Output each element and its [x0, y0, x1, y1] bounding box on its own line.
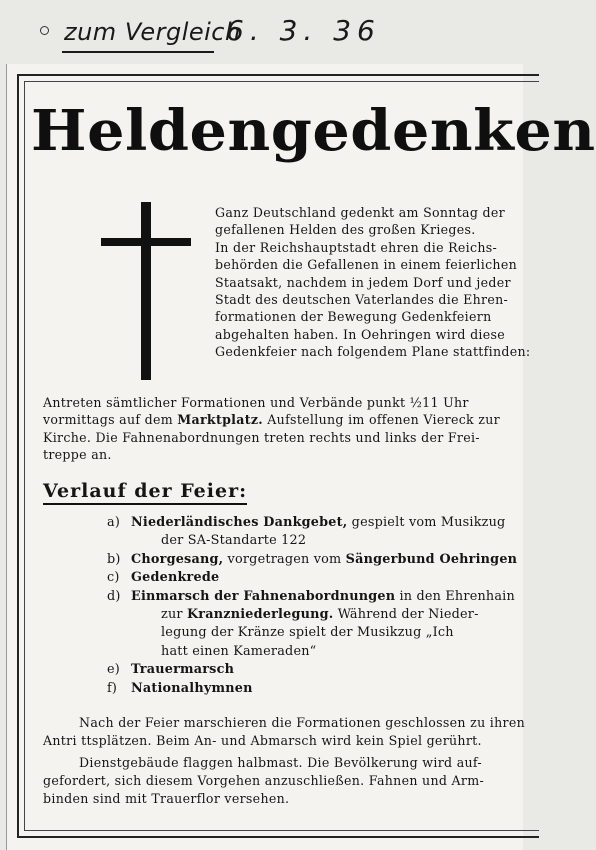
item-label: a) [107, 515, 121, 530]
program-item-c [107, 569, 517, 587]
item-title: Nationalhymnen [131, 680, 253, 696]
item-label: d) [107, 588, 121, 604]
assembly-line: treppe an. [43, 447, 112, 463]
item-text: zur [161, 607, 187, 623]
assembly-line: Kirche. Die Fahnenabordnungen treten rechts und links der Frei- [43, 429, 480, 445]
closing-line: Dienstgebäude flaggen halbmast. Die Bevölkerung wird auf- [79, 755, 482, 770]
closing-line: binden sind mit Trauerflor versehen. [43, 791, 290, 806]
article-headline: Heldengedenken [31, 98, 596, 164]
closing-paragraph [43, 754, 515, 808]
intro-line: Gedenkfeier nach folgendem Plane stattfinden: [215, 344, 531, 360]
item-title: Trauermarsch [131, 662, 235, 678]
intro-paragraph [215, 204, 531, 361]
item-text: Während der Nieder- [333, 607, 479, 623]
program-heading: Verlauf der Feier: [43, 480, 247, 505]
item-label: c) [107, 570, 120, 586]
item-label: b) [107, 551, 121, 567]
item-title: Chorgesang, [131, 551, 224, 567]
closing-paragraphs [43, 714, 526, 812]
intro-line: behörden die Gefallenen in einem feierlichen [215, 257, 518, 273]
handnote-underline [62, 51, 214, 53]
assembly-text: vormittags auf dem [43, 412, 178, 428]
item-title: Einmarsch der Fahnenabordnungen [131, 588, 396, 604]
program-list [107, 514, 517, 698]
handwritten-note [40, 12, 400, 52]
closing-line: Nach der Feier marschieren die Formationen geschlossen zu ihren [79, 715, 526, 730]
program-item-a [107, 514, 517, 551]
program-item-e [107, 661, 517, 679]
intro-line: Ganz Deutschland gedenkt am Sonntag der [215, 205, 505, 220]
program-item-d [107, 588, 517, 662]
cross-icon-bar [101, 238, 191, 246]
item-text: in den Ehrenhain [395, 588, 515, 604]
intro-line: abgehalten haben. In Oehringen wird diese [215, 326, 506, 342]
item-title: Kranzniederlegung. [186, 607, 334, 623]
cross-icon [141, 202, 151, 380]
item-label: e) [107, 662, 120, 678]
intro-line: In der Reichshauptstadt ehren die Reichs- [215, 239, 498, 255]
item-text: der SA-Standarte 122 [161, 533, 307, 549]
handnote-date: 6. 3. 36 [226, 14, 381, 47]
closing-line: Antri ttsplätzen. Beim An- und Abmarsch wird kein Spiel gerührt. [43, 733, 482, 748]
assembly-line [43, 411, 515, 428]
item-text: hatt einen Kameraden“ [161, 643, 317, 659]
hole-mark-icon [40, 26, 49, 35]
closing-paragraph [43, 714, 526, 750]
assembly-line: Antreten sämtlicher Formationen und Verbände punkt ½11 Uhr [43, 395, 469, 410]
intro-line: Stadt des deutschen Vaterlandes die Ehren- [215, 292, 509, 308]
assembly-text: Aufstellung im offenen Viereck zur [262, 412, 500, 428]
program-item-f [107, 680, 517, 698]
item-title: Sängerbund Oehringen [345, 551, 518, 567]
closing-line: gefordert, sich diesem Vorgehen anzuschließen. Fahnen und Arm- [43, 773, 485, 788]
intro-line: formationen der Bewegung Gedenkfeiern [215, 309, 492, 325]
intro-line: gefallenen Helden des großen Krieges. [215, 222, 476, 238]
handnote-text: zum Vergleich [64, 18, 241, 46]
assembly-paragraph [43, 394, 515, 464]
assembly-place: Marktplatz. [177, 412, 263, 428]
newspaper-clipping [6, 64, 596, 850]
item-title: Niederländisches Dankgebet, [131, 515, 348, 530]
item-title: Gedenkrede [131, 570, 220, 586]
item-text: vorgetragen vom [223, 551, 346, 567]
program-item-b [107, 551, 517, 569]
intro-line: Staatsakt, nachdem in jedem Dorf und jeder [215, 274, 511, 290]
item-label: f) [107, 680, 118, 696]
item-text: legung der Kränze spielt der Musikzug „Ich [161, 625, 454, 641]
item-text: gespielt vom Musikzug [347, 515, 506, 530]
